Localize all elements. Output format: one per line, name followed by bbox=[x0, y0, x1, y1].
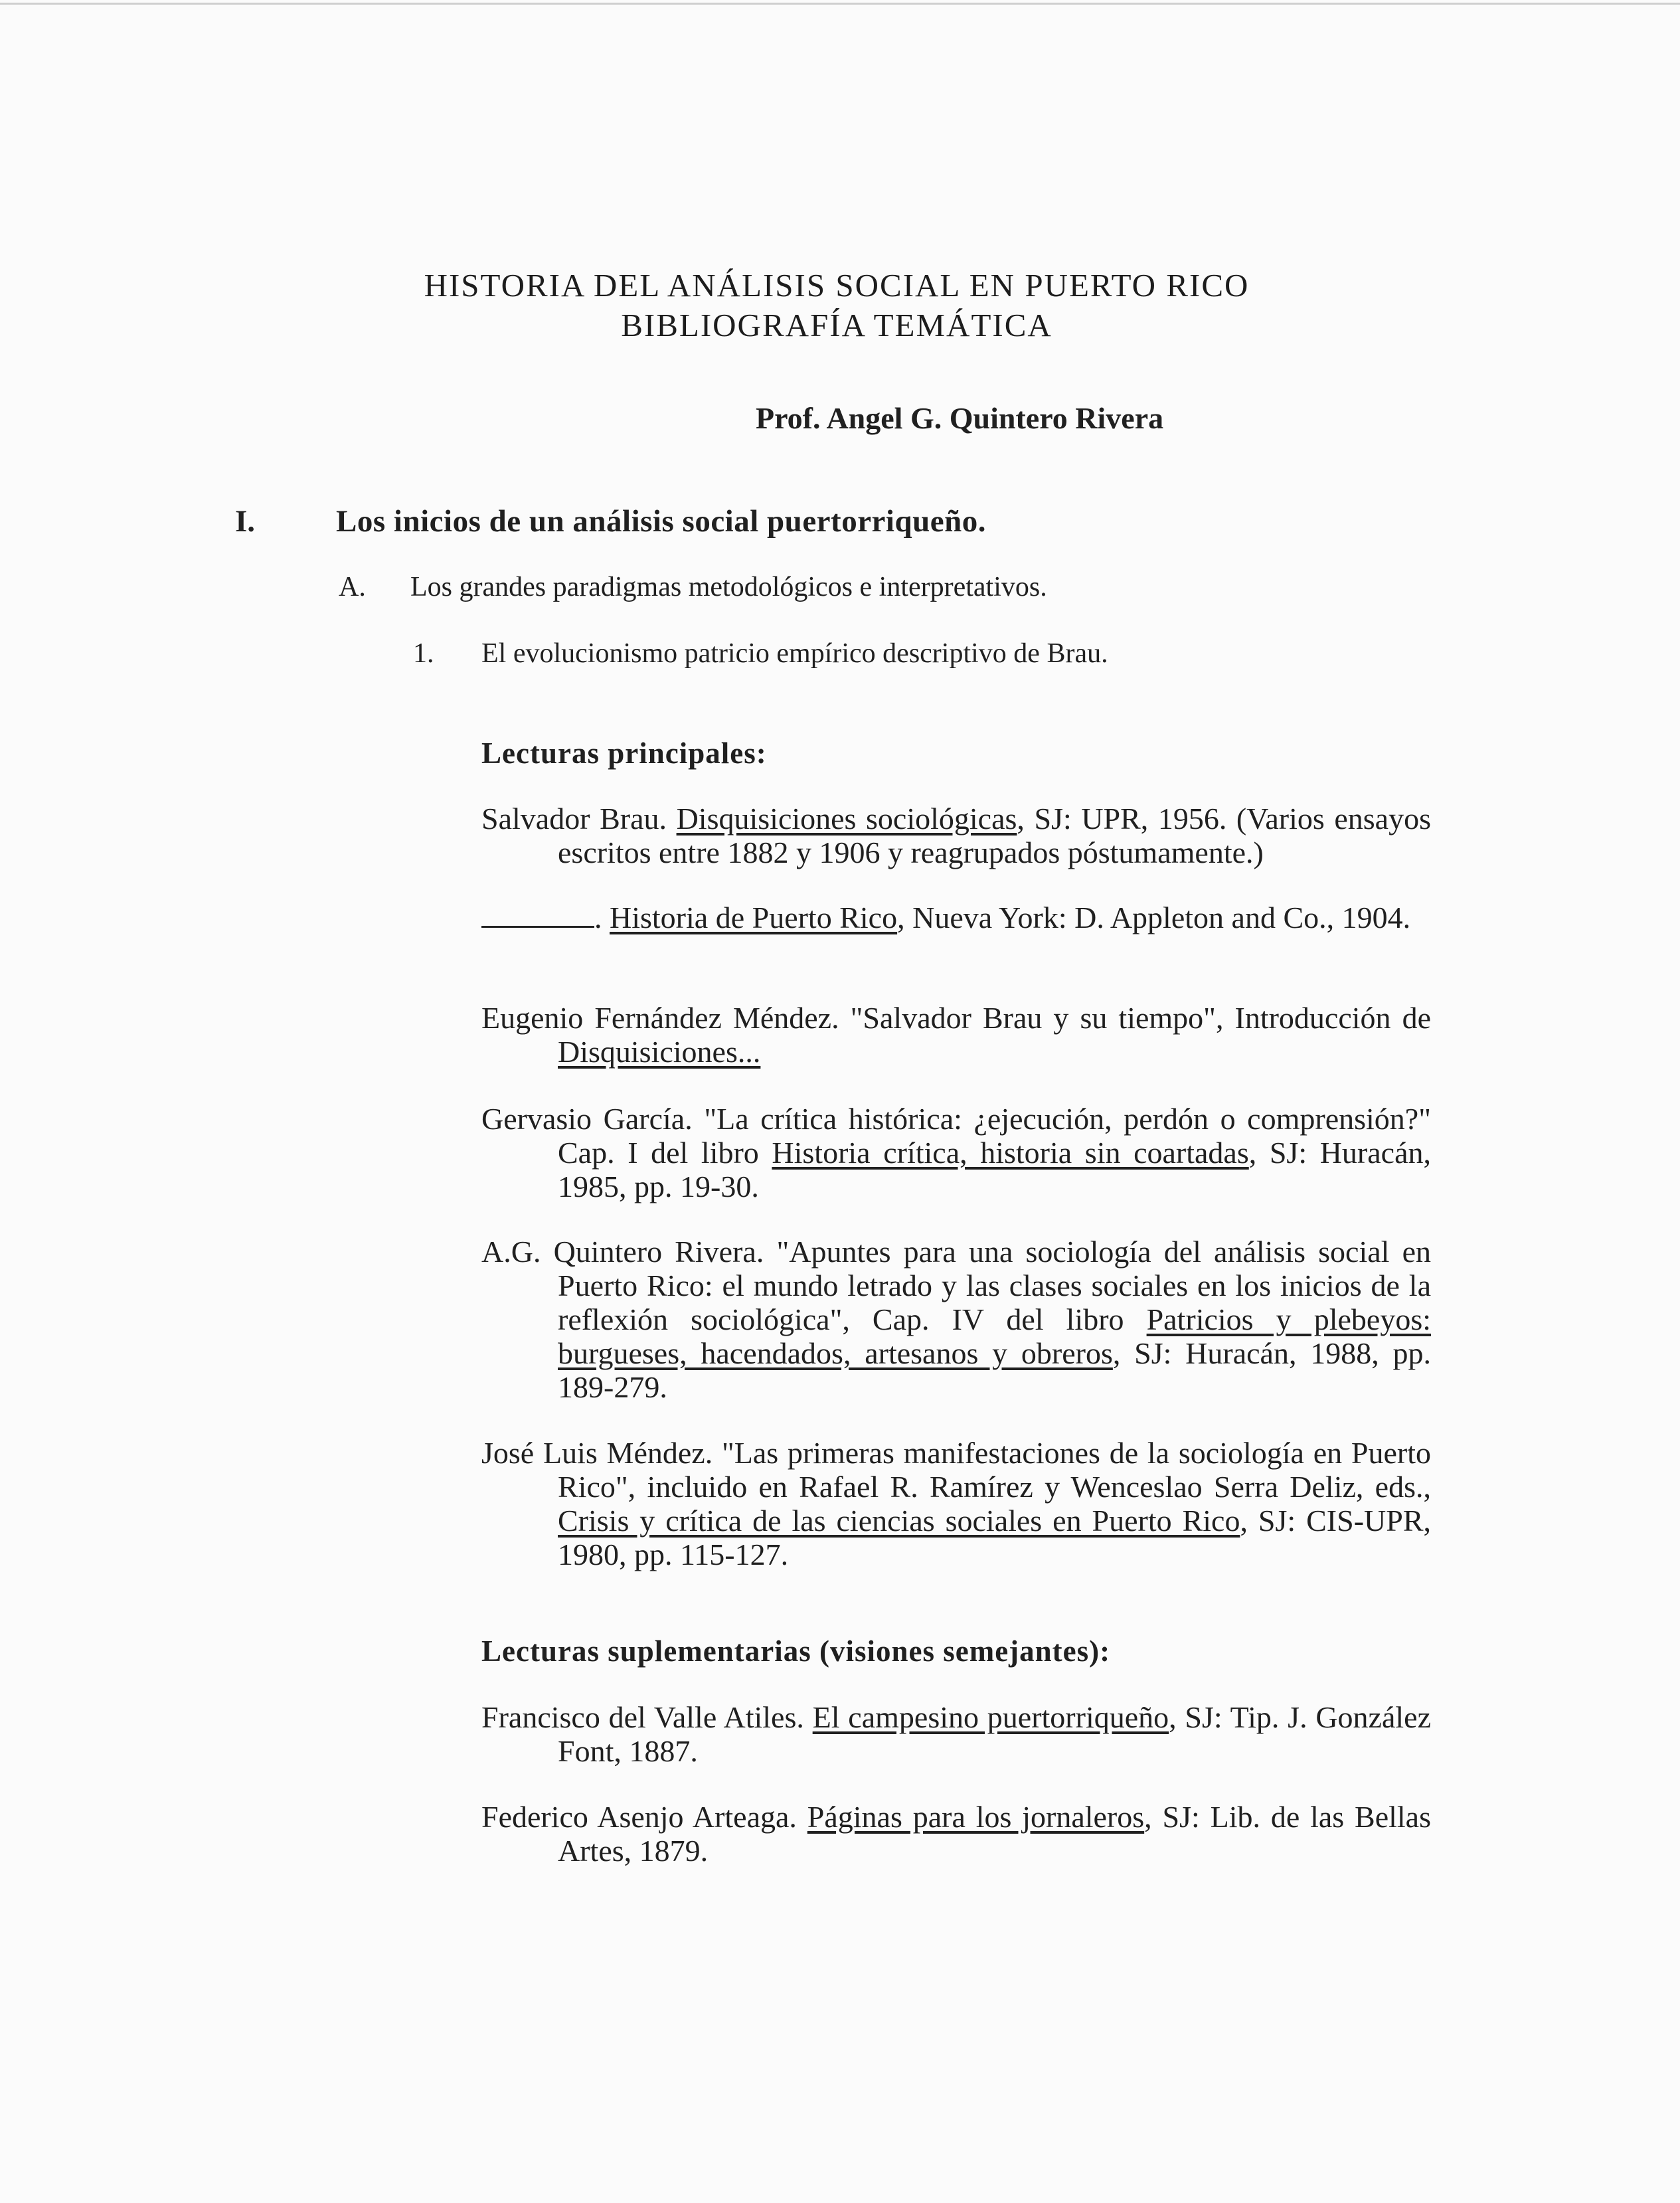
ref-text: . bbox=[594, 901, 610, 934]
ref-title: El campesino puertorriqueño bbox=[812, 1700, 1169, 1734]
ref-title: Disquisiciones... bbox=[558, 1035, 761, 1069]
title-line-2: BIBLIOGRAFÍA TEMÁTICA bbox=[621, 307, 1052, 343]
ref-text: , SJ: Lib. de las Bellas Artes, 1879. bbox=[558, 1800, 1431, 1868]
reference-entry bbox=[481, 901, 1431, 934]
ditto-line bbox=[481, 926, 594, 928]
section-title: Los inicios de un análisis social puertorriqueño. bbox=[336, 504, 987, 539]
section-number: I. bbox=[235, 504, 256, 539]
reference-entry bbox=[481, 1700, 1431, 1768]
ref-title: Patricios y plebeyos: burgueses, hacendados, artesanos y obreros bbox=[558, 1302, 1431, 1370]
ref-text: , SJ: Huracán, 1988, pp. 189-279. bbox=[558, 1336, 1431, 1404]
ref-title: Historia crítica, historia sin coartadas bbox=[772, 1136, 1249, 1170]
ref-text: Eugenio Fernández Méndez. "Salvador Brau y su tiempo", Introducción de bbox=[481, 1001, 1431, 1035]
ref-text: , SJ: Tip. J. González Font, 1887. bbox=[558, 1700, 1432, 1768]
ref-text: , SJ: Huracán, 1985, pp. 19-30. bbox=[558, 1136, 1432, 1203]
ref-text: Francisco del Valle Atiles. bbox=[481, 1700, 813, 1734]
subsection-number: A. bbox=[339, 572, 366, 602]
ref-text: Federico Asenjo Arteaga. bbox=[481, 1800, 807, 1834]
item-number: 1. bbox=[413, 638, 434, 669]
ref-text: A.G. Quintero Rivera. "Apuntes para una sociología del análisis social en Puerto Rico: el mundo letrado y las clases sociales en los inicios de la reflexión sociológica", Cap. IV del libro bbox=[481, 1235, 1431, 1336]
ref-title: Historia de Puerto Rico bbox=[610, 901, 898, 934]
ref-title: Crisis y crítica de las ciencias sociales en Puerto Rico bbox=[558, 1504, 1240, 1538]
scan-edge-line bbox=[0, 3, 1680, 5]
item-title: El evolucionismo patricio empírico descriptivo de Brau. bbox=[481, 638, 1108, 669]
ref-text: , SJ: UPR, 1956. (Varios ensayos escritos entre 1882 y 1906 y reagrupados póstumamente.) bbox=[558, 802, 1431, 869]
reference-entry bbox=[481, 1001, 1431, 1069]
ref-text: Salvador Brau. bbox=[481, 802, 677, 836]
heading-principales: Lecturas principales: bbox=[481, 737, 767, 770]
document-title bbox=[372, 266, 1302, 345]
title-line-1: HISTORIA DEL ANÁLISIS SOCIAL EN PUERTO RICO bbox=[424, 267, 1250, 304]
ref-text: , SJ: CIS-UPR, 1980, pp. 115-127. bbox=[558, 1504, 1431, 1571]
reference-entry bbox=[481, 1436, 1431, 1571]
reference-entry bbox=[481, 1102, 1431, 1203]
subsection-title: Los grandes paradigmas metodológicos e interpretativos. bbox=[410, 572, 1047, 602]
reference-entry bbox=[481, 1800, 1431, 1868]
reference-entry bbox=[481, 1235, 1431, 1404]
reference-entry bbox=[481, 802, 1431, 869]
author-name: Prof. Angel G. Quintero Rivera bbox=[756, 401, 1164, 435]
ref-text: Gervasio García. "La crítica histórica: ¿ejecución, perdón o comprensión?" Cap. I del libro bbox=[481, 1102, 1431, 1170]
ref-title: Disquisiciones sociológicas bbox=[676, 802, 1017, 836]
heading-suplementarias: Lecturas suplementarias (visiones semejantes): bbox=[481, 1634, 1111, 1668]
ref-text: , Nueva York: D. Appleton and Co., 1904. bbox=[897, 901, 1411, 934]
ref-text: José Luis Méndez. "Las primeras manifestaciones de la sociología en Puerto Rico", incluido en Rafael R. Ramírez y Wenceslao Serra Deliz, eds., bbox=[481, 1436, 1431, 1504]
ref-title: Páginas para los jornaleros bbox=[807, 1800, 1145, 1834]
